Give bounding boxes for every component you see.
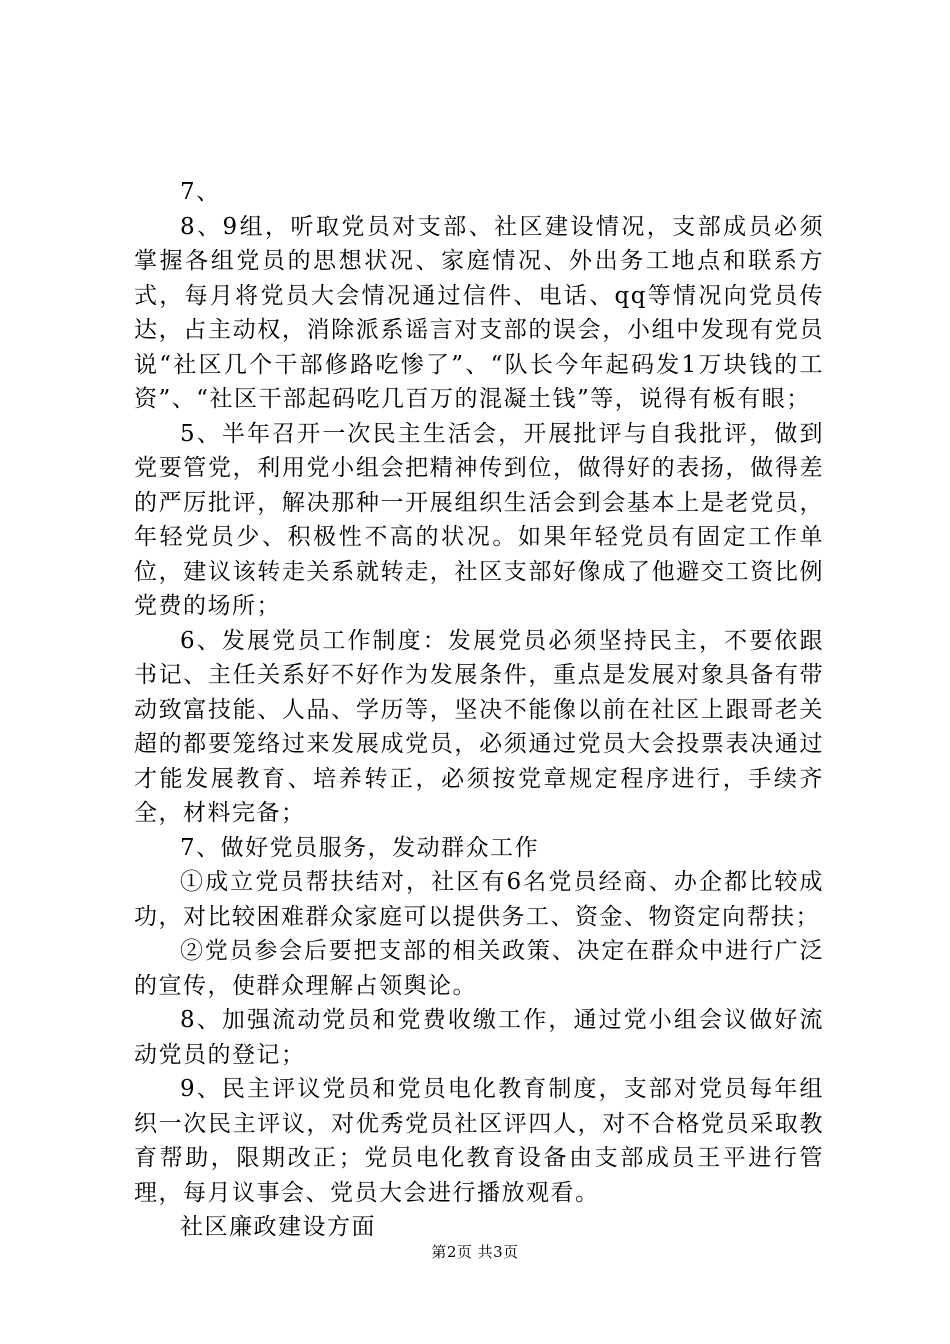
page-footer	[0, 1242, 950, 1262]
paragraph-text: 7、	[180, 179, 221, 205]
paragraph-text: ②党员参会后要把支部的相关政策、决定在群众中进行广泛的宣传，使群众理解占领舆论。	[134, 938, 824, 999]
paragraph-subitem-1	[134, 865, 824, 934]
paragraph-text: 8、9组，听取党员对支部、社区建设情况，支部成员必须掌握各组党员的思想状况、家庭情况、外出务工地点和联系方式，每月将党员大会情况通过信件、电话、qq等情况向党员传达，占主动权，消除派系谣言对支部的误会，小组中发现有党员说“社区几个干部修路吃惨了”、“队长今年起码发1万块钱的工资”、“社区干部起码吃几百万的混凝土钱”等，说得有板有眼；	[134, 213, 824, 412]
page-number-label: 第2页 共3页	[431, 1243, 519, 1261]
paragraph-groups-8-9	[134, 210, 824, 417]
paragraph-item-7-header	[134, 175, 824, 210]
paragraph-text: ①成立党员帮扶结对，社区有6名党员经商、办企都比较成功，对比较困难群众家庭可以提供务工、资金、物资定向帮扶；	[134, 869, 824, 930]
document-body	[134, 175, 824, 1245]
paragraph-item-5	[134, 417, 824, 624]
paragraph-item-8	[134, 1003, 824, 1072]
paragraph-text: 5、半年召开一次民主生活会，开展批评与自我批评，做到党要管党，利用党小组会把精神传到位，做得好的表扬，做得差的严厉批评，解决那种一开展组织生活会到会基本上是老党员，年轻党员少、积极性不高的状况。如果年轻党员有固定工作单位，建议该转走关系就转走，社区支部好像成了他避交工资比例党费的场所；	[134, 420, 824, 619]
paragraph-text: 8、加强流动党员和党费收缴工作，通过党小组会议做好流动党员的登记；	[134, 1007, 824, 1068]
paragraph-text: 6、发展党员工作制度：发展党员必须坚持民主，不要依跟书记、主任关系好不好作为发展条件，重点是发展对象具备有带动致富技能、人品、学历等，坚决不能像以前在社区上跟哥老关超的都要笼络过来发展成党员，必须通过党员大会投票表决通过才能发展教育、培养转正，必须按党章规定程序进行，手续齐全，材料完备；	[134, 627, 824, 826]
paragraph-text: 7、做好党员服务，发动群众工作	[180, 834, 540, 861]
paragraph-item-9	[134, 1072, 824, 1210]
paragraph-text: 9、民主评议党员和党员电化教育制度，支部对党员每年组织一次民主评议，对优秀党员社区评四人，对不合格党员采取教育帮助，限期改正；党员电化教育设备由支部成员王平进行管理，每月议事会、党员大会进行播放观看。	[134, 1076, 824, 1206]
paragraph-text: 社区廉政建设方面	[180, 1214, 376, 1240]
section-heading-integrity	[134, 1210, 824, 1245]
paragraph-subitem-2	[134, 934, 824, 1003]
paragraph-item-6	[134, 624, 824, 831]
paragraph-item-7	[134, 831, 824, 866]
